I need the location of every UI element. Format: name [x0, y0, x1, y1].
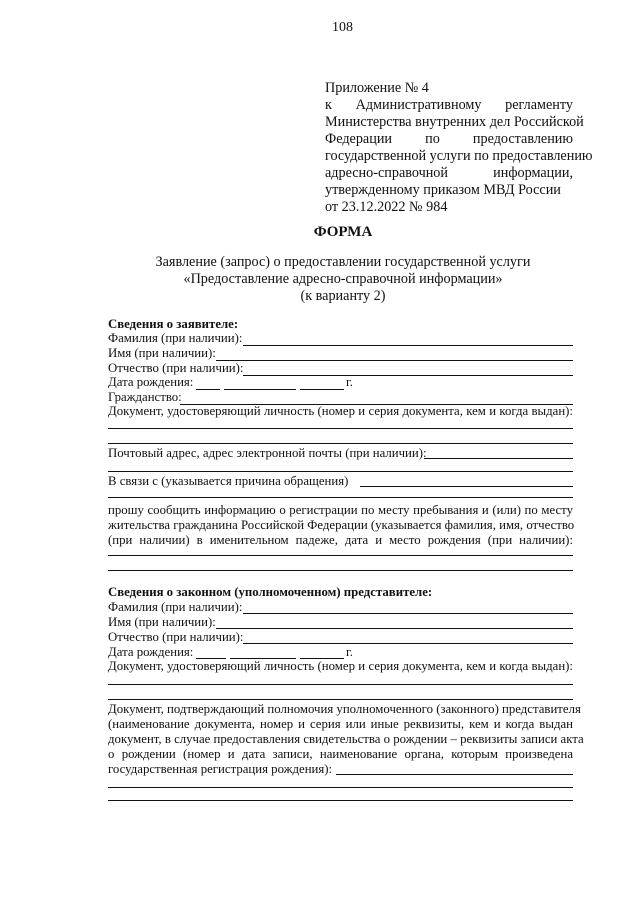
page-number: 108 — [332, 20, 353, 35]
representative-patronymic-label: Отчество (при наличии): — [108, 630, 244, 644]
applicant-request-line: (при наличии) в именительном падеже, дата и место рождения (при наличии): — [108, 533, 573, 547]
request-title-line: Заявление (запрос) о предоставлении государственной услуги — [155, 254, 531, 270]
representative-authority-field[interactable] — [108, 800, 573, 801]
representative-authority-line: о рождении (номер и дата записи, наименование органа, которым произведена — [108, 747, 573, 761]
applicant-reason-field[interactable] — [360, 486, 573, 487]
appendix-line: адресно-справочной информации, — [325, 165, 573, 181]
applicant-postal-address-field[interactable] — [424, 458, 573, 459]
applicant-citizenship-label: Гражданство: — [108, 390, 182, 404]
applicant-request-field[interactable] — [108, 570, 573, 571]
applicant-request-line: прошу сообщить информацию о регистрации по месту пребывания и (или) по месту — [108, 503, 573, 517]
applicant-postal-address-field[interactable] — [108, 471, 573, 472]
applicant-heading: Сведения о заявителе: — [108, 317, 239, 331]
appendix-line: от 23.12.2022 № 984 — [325, 199, 448, 215]
representative-birthdate-label: Дата рождения: — [108, 645, 194, 659]
applicant-surname-label: Фамилия (при наличии): — [108, 331, 243, 345]
representative-year-suffix: г. — [346, 645, 354, 659]
representative-authority-line: государственная регистрация рождения): — [108, 762, 333, 776]
representative-name-field[interactable] — [216, 628, 573, 629]
applicant-birth-day-field[interactable] — [196, 389, 220, 390]
applicant-surname-field[interactable] — [243, 345, 573, 346]
applicant-patronymic-label: Отчество (при наличии): — [108, 361, 244, 375]
appendix-line: Министерства внутренних дел Российской — [325, 114, 584, 130]
applicant-id-document-label: Документ, удостоверяющий личность (номер и серия документа, кем и когда выдан): — [108, 404, 573, 418]
representative-id-document-field[interactable] — [108, 684, 573, 685]
representative-patronymic-field[interactable] — [243, 643, 573, 644]
representative-authority-line: Документ, подтверждающий полномочия уполномоченного (законного) представителя — [108, 702, 581, 716]
representative-surname-label: Фамилия (при наличии): — [108, 600, 243, 614]
applicant-birth-year-field[interactable] — [300, 389, 344, 390]
representative-id-document-label: Документ, удостоверяющий личность (номер и серия документа, кем и когда выдан): — [108, 659, 573, 673]
applicant-birthdate-label: Дата рождения: — [108, 375, 194, 389]
applicant-request-line: жительства гражданина Российской Федерации (указывается фамилия, имя, отчество — [108, 518, 575, 532]
applicant-name-field[interactable] — [216, 360, 573, 361]
representative-surname-field[interactable] — [243, 613, 573, 614]
applicant-postal-address-label: Почтовый адрес, адрес электронной почты (при наличии): — [108, 446, 427, 460]
applicant-reason-field[interactable] — [108, 497, 573, 498]
representative-authority-line: документ, в случае предоставления свидетельства о рождении – реквизиты записи акта — [108, 732, 584, 746]
applicant-reason-label: В связи с (указывается причина обращения) — [108, 474, 349, 488]
representative-authority-field[interactable] — [108, 787, 573, 788]
form-title: ФОРМА — [313, 224, 373, 240]
representative-authority-line: (наименование документа, номер и серия или иные реквизиты, кем и когда выдан — [108, 717, 573, 731]
representative-name-label: Имя (при наличии): — [108, 615, 216, 629]
applicant-id-document-field[interactable] — [108, 428, 573, 429]
applicant-year-suffix: г. — [346, 375, 354, 389]
appendix-line: государственной услуги по предоставлению — [325, 148, 593, 164]
applicant-id-document-field[interactable] — [108, 443, 573, 444]
appendix-line: Приложение № 4 — [325, 80, 429, 96]
request-title-line: (к варианту 2) — [300, 288, 386, 304]
representative-heading: Сведения о законном (уполномоченном) представителе: — [108, 585, 433, 599]
applicant-birth-month-field[interactable] — [224, 389, 296, 390]
representative-id-document-field[interactable] — [108, 699, 573, 700]
appendix-line: утвержденному приказом МВД России — [325, 182, 561, 198]
applicant-patronymic-field[interactable] — [243, 375, 573, 376]
representative-authority-field[interactable] — [336, 774, 573, 775]
request-title-line: «Предоставление адресно-справочной информации» — [183, 271, 503, 287]
applicant-request-field[interactable] — [108, 555, 573, 556]
appendix-line: Федерации по предоставлению — [325, 131, 573, 147]
applicant-name-label: Имя (при наличии): — [108, 346, 216, 360]
appendix-line: к Административному регламенту — [325, 97, 573, 113]
